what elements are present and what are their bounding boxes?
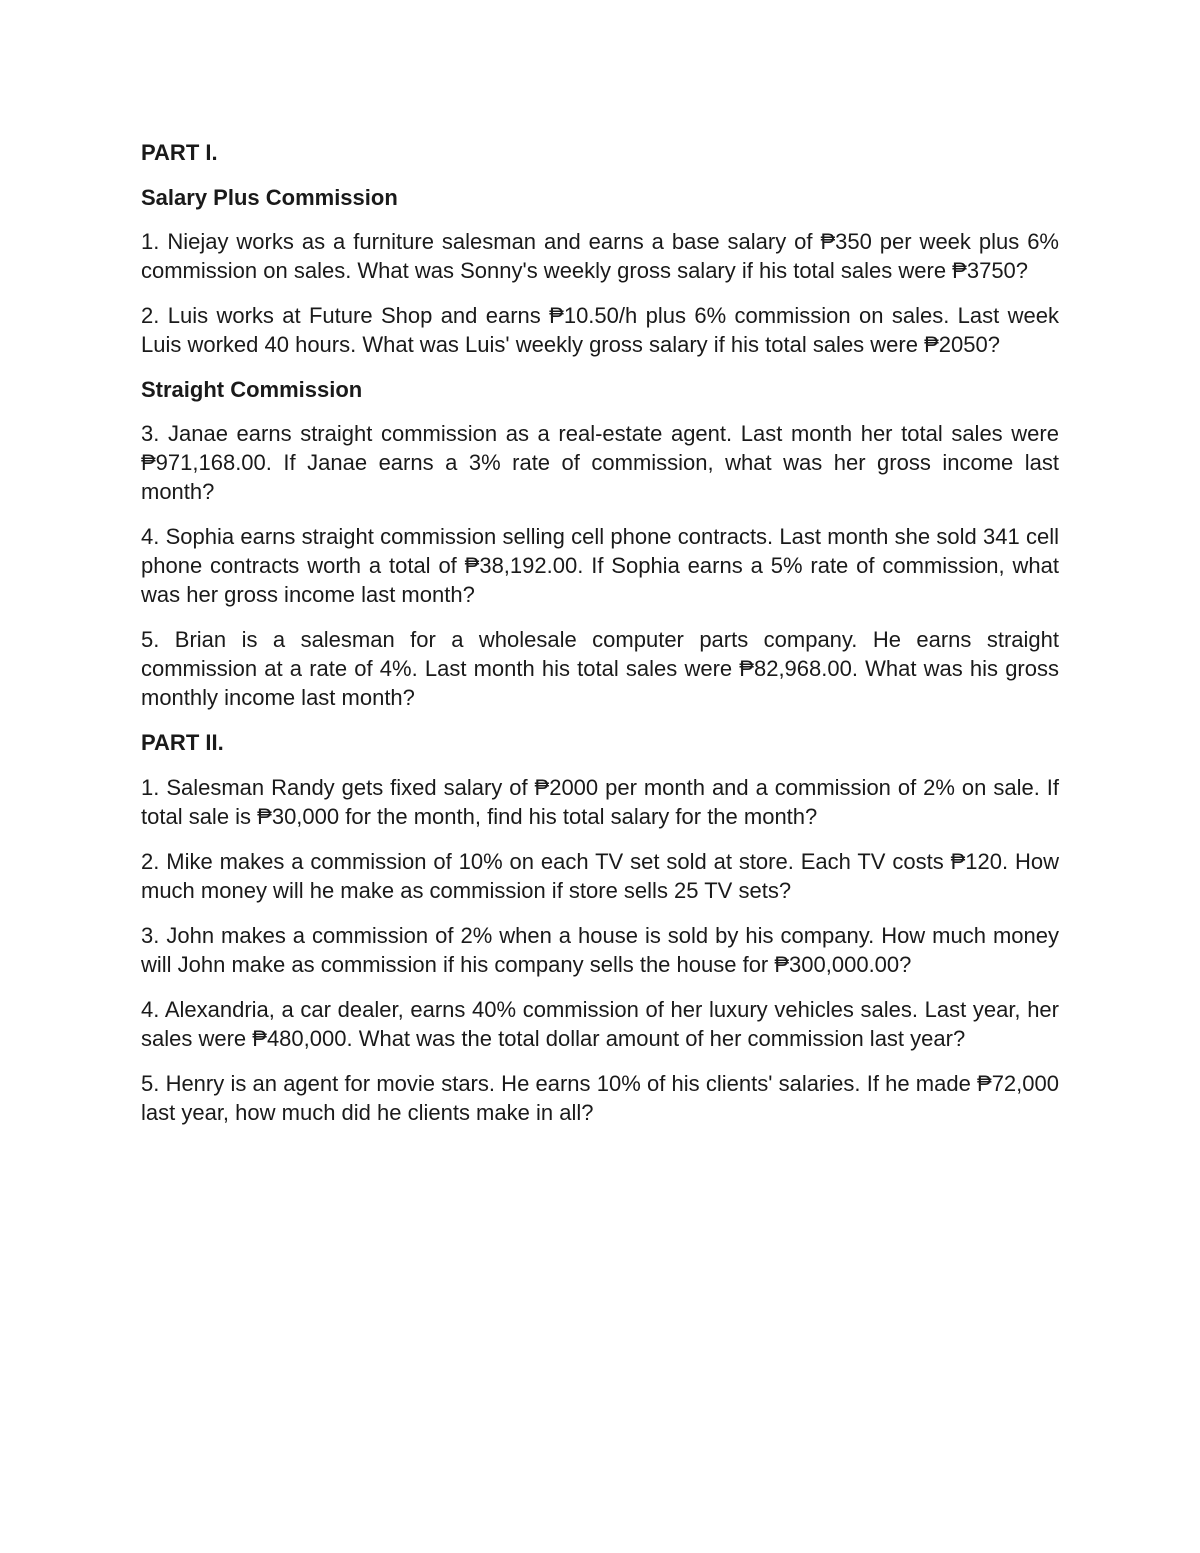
question-number: 2. [141,849,160,874]
question-item [141,419,1059,506]
part-2-heading: PART II. [141,730,224,755]
salary-plus-commission-heading: Salary Plus Commission [141,185,398,210]
question-text: Henry is an agent for movie stars. He earns 10% of his clients' salaries. If he made ₱72,000 last year, how much did he clients make in all? [141,1071,1059,1125]
question-item [141,301,1059,359]
question-item [141,995,1059,1053]
question-item [141,921,1059,979]
question-number: 5. [141,627,160,652]
question-item [141,847,1059,905]
question-text: Niejay works as a furniture salesman and earns a base salary of ₱350 per week plus 6% commission on sales. What was Sonny's weekly gross salary if his total sales were ₱3750? [141,229,1059,283]
question-item [141,1069,1059,1127]
question-number: 4. [141,997,160,1022]
question-number: 1. [141,775,160,800]
question-item [141,773,1059,831]
document-page [141,138,1059,1143]
question-number: 1. [141,229,160,254]
question-number: 5. [141,1071,160,1096]
question-text: Sophia earns straight commission selling cell phone contracts. Last month she sold 341 cell phone contracts worth a total of ₱38,192.00. If Sophia earns a 5% rate of commission, what was her gross income last month? [141,524,1059,607]
question-number: 3. [141,923,160,948]
question-number: 2. [141,303,160,328]
question-item [141,625,1059,712]
question-text: Salesman Randy gets fixed salary of ₱2000 per month and a commission of 2% on sale. If total sale is ₱30,000 for the month, find his total salary for the month? [141,775,1059,829]
question-text: Brian is a salesman for a wholesale computer parts company. He earns straight commission at a rate of 4%. Last month his total sales were ₱82,968.00. What was his gross monthly income last month? [141,627,1059,710]
question-text: Luis works at Future Shop and earns ₱10.50/h plus 6% commission on sales. Last week Luis worked 40 hours. What was Luis' weekly gross salary if his total sales were ₱2050? [141,303,1059,357]
question-item [141,227,1059,285]
question-text: Alexandria, a car dealer, earns 40% commission of her luxury vehicles sales. Last year, her sales were ₱480,000. What was the total dollar amount of her commission last year? [141,997,1059,1051]
question-number: 3. [141,421,160,446]
part-1-heading: PART I. [141,140,218,165]
question-text: John makes a commission of 2% when a house is sold by his company. How much money will John make as commission if his company sells the house for ₱300,000.00? [141,923,1059,977]
question-item [141,522,1059,609]
question-text: Mike makes a commission of 10% on each TV set sold at store. Each TV costs ₱120. How much money will he make as commission if store sells 25 TV sets? [141,849,1059,903]
question-number: 4. [141,524,160,549]
straight-commission-heading: Straight Commission [141,377,363,402]
question-text: Janae earns straight commission as a real-estate agent. Last month her total sales were ₱971,168.00. If Janae earns a 3% rate of commission, what was her gross income last month? [141,421,1059,504]
